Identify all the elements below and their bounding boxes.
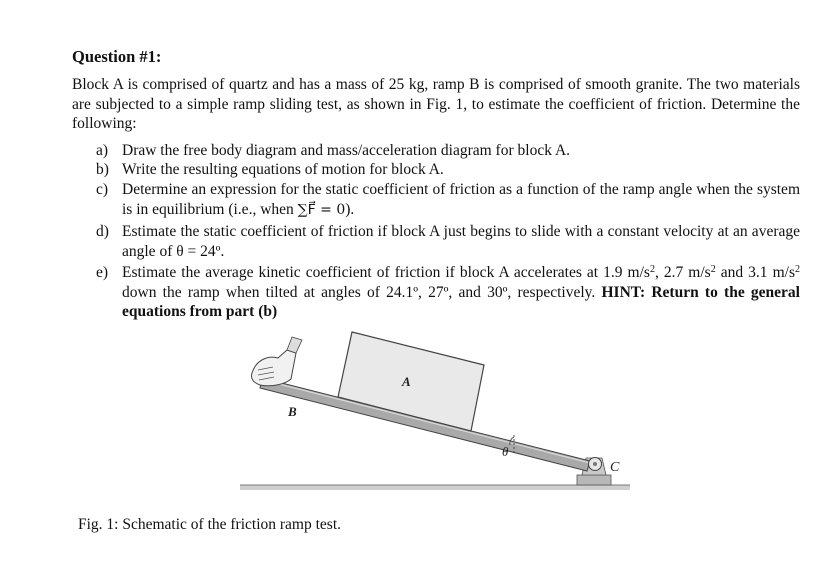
figure-caption: Fig. 1: Schematic of the friction ramp test. [78, 516, 342, 533]
angle-label: θ [502, 444, 509, 459]
ramp-label: B [288, 404, 297, 419]
friction-ramp-figure [240, 325, 640, 505]
item-text-mid: , 2.7 m/s [654, 264, 711, 281]
item-label: a) [96, 142, 109, 159]
sleeve [287, 337, 302, 353]
item-label: c) [96, 181, 109, 198]
superscript: 2 [710, 264, 716, 275]
sum-equation: ∑F⃗ = 0 [297, 201, 346, 218]
item-text [122, 222, 800, 261]
block-a [338, 332, 484, 431]
superscript: 2 [649, 264, 655, 275]
ground [240, 485, 630, 490]
item-label: b) [96, 161, 109, 178]
angle-equation: θ = 24º [176, 242, 221, 260]
item-text-post: . [220, 242, 225, 260]
item-text-mid: and 3.1 m/s [715, 264, 795, 281]
question-intro: Block A is comprised of quartz and has a mass of 25 kg, ramp B is comprised of smooth granite. The two materials are subjected to a simple ramp sliding test, as shown in Fig. 1, to estimate the coefficient of friction. Determine the following: [72, 76, 800, 132]
item-label: e) [96, 264, 109, 281]
item-text-mid: down the ramp when tilted at angles of 24.1º, 27º, and 30º, respectively. [122, 283, 602, 301]
item-text-post: ). [345, 200, 355, 218]
question-heading: Question #1: [72, 47, 162, 66]
hint-text: HINT: Return to the general equations from part (b) [122, 283, 800, 320]
pivot-label: C [610, 460, 620, 475]
item-text: Draw the free body diagram and mass/acceleration diagram for block A. [122, 142, 571, 159]
item-text-pre: Estimate the average kinetic coefficient of friction if block A accelerates at 1.9 m/s [122, 264, 650, 281]
item-text [122, 263, 800, 322]
pivot-base [577, 475, 611, 485]
superscript: 2 [795, 264, 800, 275]
item-text-pre: Determine an expression for the static coefficient of friction as a function of the ramp angle when the system is in equilibrium (i.e., when [122, 181, 800, 218]
item-text-pre: Estimate the static coefficient of friction if block A just begins to slide with a constant velocity at an average angle of [122, 223, 800, 260]
item-text [122, 180, 800, 220]
item-label: d) [96, 223, 109, 240]
item-text: Write the resulting equations of motion for block A. [122, 161, 444, 178]
block-label: A [402, 374, 411, 389]
pivot-pin-center [593, 462, 597, 466]
hand-icon [251, 350, 296, 386]
